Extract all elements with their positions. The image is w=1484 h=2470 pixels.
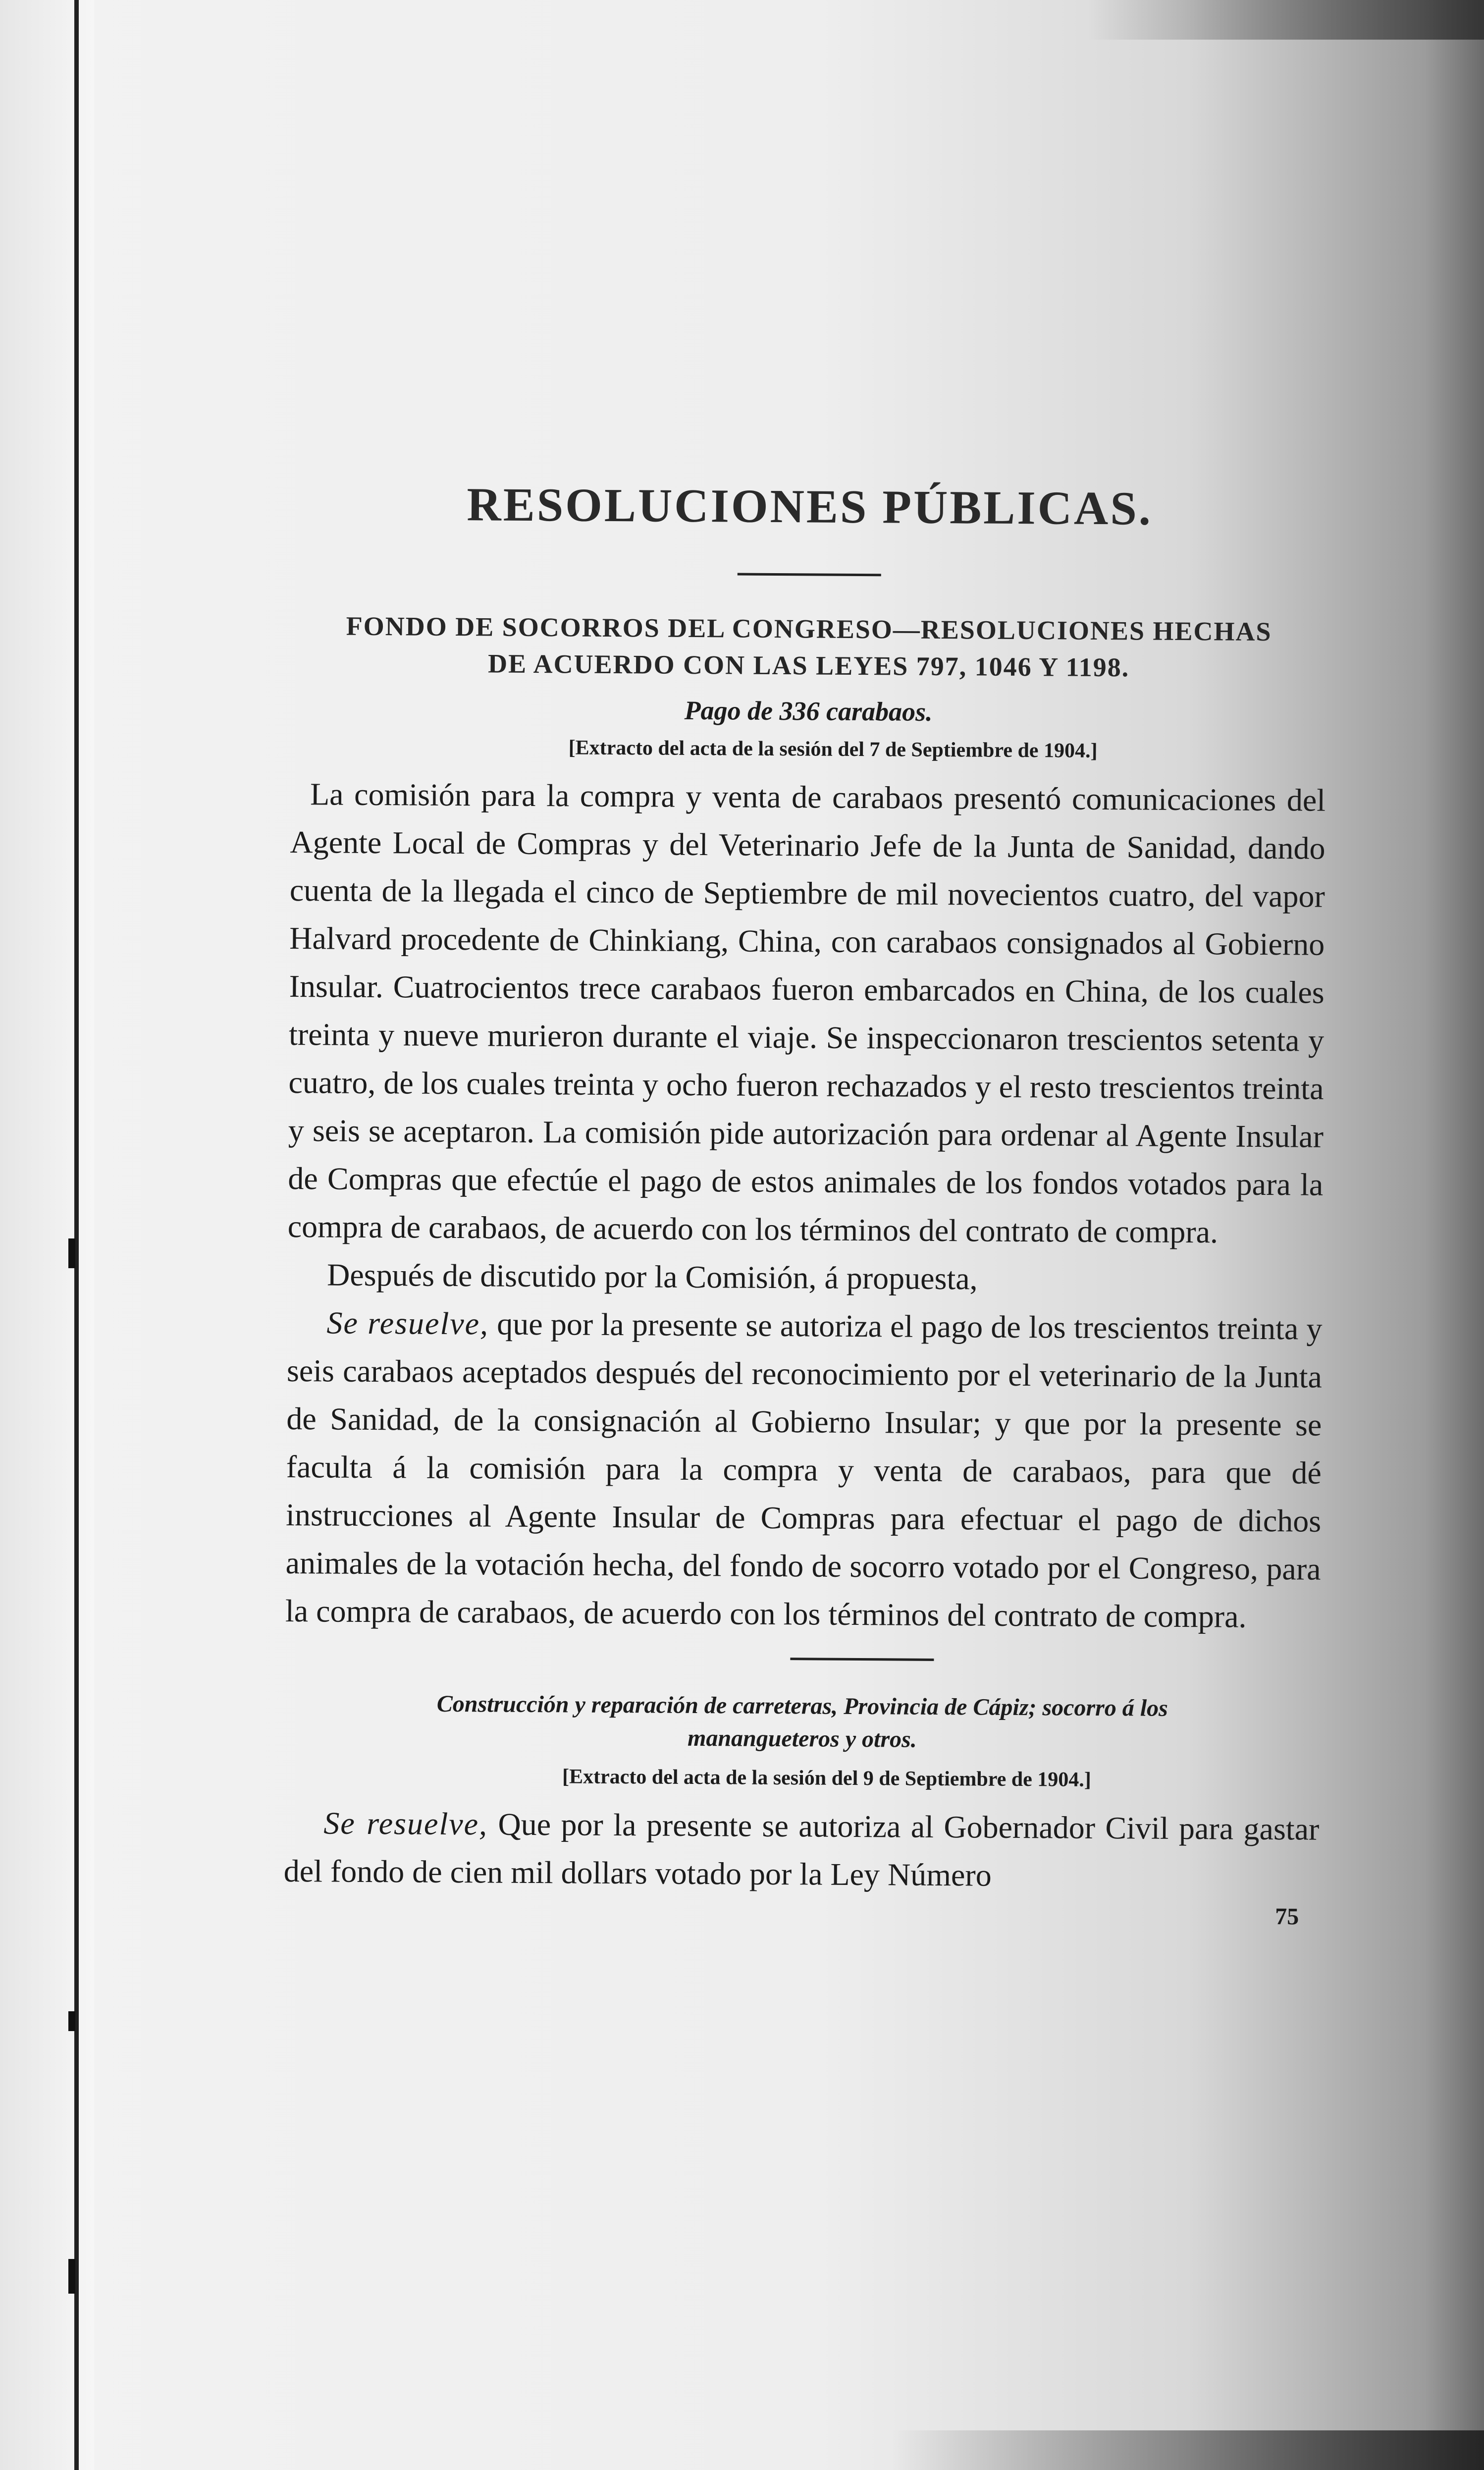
resolution-paragraph [283,1799,1319,1901]
margin-mark [68,1238,75,1268]
section-heading-line: Construcción y reparación de carreteras, Provincia de Cápiz; socorro á los [436,1690,1168,1721]
minutes-extract: [Extracto del acta de la sesión del 7 de Septiembre de 1904.] [568,736,1098,762]
body-paragraph: La comisión para la compra y venta de carabaos presentó comunicaciones del Agente Local de Compras y del Veterinario Jefe de la Junta de Sanidad, dando cuenta de la llegada el cinco de Septiembre de mil novecientos cuatro, del vapor Halvard procedente de Chinkiang, China, con carabaos consignados al Gobierno Insular. Cuatrocientos trece carabaos fueron embarcados en China, de los cuales treinta y nueve murieron durante el viaje. Se inspeccionaron trescientos setenta y cuatro, de los cuales treinta y ocho fueron rechazados y el resto trescientos treinta y seis se aceptaron. La comisión pide autorización para ordenar al Agente Insular de Compras que efectúe el pago de estos animales de los fondos votados para la compra de carabaos, de acuerdo con los términos del contrato de compra. [287,776,1326,1250]
subtitle-line: FONDO DE SOCORROS DEL CONGRESO—RESOLUCIONES HECHAS [346,611,1272,647]
binding-edge [74,0,79,2470]
page-margin [0,0,94,2470]
resolution-text: Que por la presente se autoriza al Gobernador Civil para gastar del fondo de cien mil dollars votado por la Ley Número [283,1806,1320,1893]
divider [738,573,881,576]
divider [790,1658,934,1661]
scan-shadow [892,2430,1484,2470]
page-title: RESOLUCIONES PÚBLICAS. [467,478,1153,535]
section-subtitle [291,607,1326,687]
margin-mark [68,2011,75,2031]
scan-shadow [1088,0,1484,40]
section-heading [284,1687,1320,1759]
page-number: 75 [1275,1903,1299,1930]
margin-mark [68,2259,75,2294]
body-paragraph: Después de discutido por la Comisión, á propuesta, [326,1257,978,1296]
subtitle-line: DE ACUERDO CON LAS LEYES 797, 1046 Y 1198. [487,648,1130,683]
resolution-text: que por la presente se autoriza el pago de los trescientos treinta y seis carabaos aceptados después del reconocimiento por el veterinario de la Junta de Sanidad, de la consignación al Gobierno Insular; y que por la presente se faculta á la comisión para la compra y venta de carabaos, para que dé instrucciones al Agente Insular de Compras para efectuar el pago de dichos animales de la votación hecha, del fondo de socorro votado por el Congreso, para la compra de carabaos, de acuerdo con los términos del contrato de compra. [285,1306,1323,1634]
resolution-lead: Se resuelve, [326,1305,489,1342]
resolution-paragraph [285,1298,1323,1641]
resolution-lead: Se resuelve, [323,1805,488,1842]
page-text [283,476,1327,1931]
section-heading-line: manangueteros y otros. [687,1724,917,1753]
payment-heading: Pago de 336 carabaos. [684,695,933,727]
minutes-extract: [Extracto del acta de la sesión del 9 de Septiembre de 1904.] [562,1765,1091,1791]
